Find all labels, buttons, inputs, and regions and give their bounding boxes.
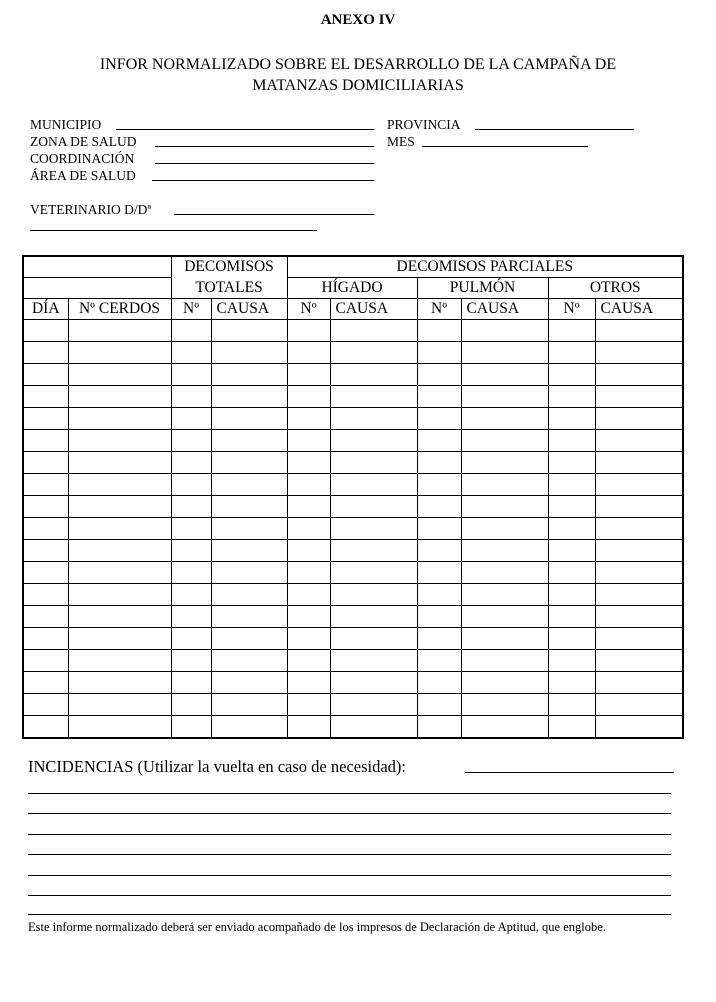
table-cell[interactable] [23,430,68,452]
table-cell[interactable] [171,496,211,518]
table-cell[interactable] [211,540,287,562]
table-cell[interactable] [23,716,68,739]
table-cell[interactable] [461,496,548,518]
table-cell[interactable] [595,628,683,650]
table-cell[interactable] [287,672,330,694]
decomisos-parciales-header: DECOMISOS PARCIALES [287,256,683,278]
pulmon-no-header: Nº [417,299,461,320]
table-cell[interactable] [171,584,211,606]
table-cell[interactable] [287,452,330,474]
incidencias-line-4[interactable] [28,834,671,835]
table-cell[interactable] [211,518,287,540]
table-cell[interactable] [68,386,171,408]
table-cell[interactable] [23,628,68,650]
table-cell[interactable] [417,584,461,606]
table-cell[interactable] [287,496,330,518]
table-cell[interactable] [330,694,417,716]
area-salud-label: ÁREA DE SALUD [30,168,136,183]
table-cell[interactable] [417,606,461,628]
table-cell[interactable] [68,430,171,452]
coordinacion-field[interactable] [155,163,374,164]
table-cell[interactable] [548,342,595,364]
table-cell[interactable] [330,606,417,628]
table-cell[interactable] [68,452,171,474]
totales-label: TOTALES [171,278,287,299]
area-salud-field[interactable] [152,180,374,181]
table-cell[interactable] [23,650,68,672]
table-cell[interactable] [548,716,595,739]
table-cell[interactable] [23,342,68,364]
pulmon-causa-header: CAUSA [461,299,548,320]
table-cell[interactable] [330,386,417,408]
incidencias-line-6[interactable] [28,875,671,876]
table-cell[interactable] [330,584,417,606]
table-cell[interactable] [330,430,417,452]
table-cell[interactable] [211,452,287,474]
table-cell[interactable] [68,650,171,672]
table-cell[interactable] [171,408,211,430]
table-cell[interactable] [417,496,461,518]
table-cell[interactable] [548,628,595,650]
table-cell[interactable] [330,496,417,518]
table-cell[interactable] [595,452,683,474]
table-cell[interactable] [461,540,548,562]
table-cell[interactable] [330,672,417,694]
table-cell[interactable] [23,320,68,342]
table-row [23,320,683,342]
table-cell[interactable] [548,320,595,342]
table-cell[interactable] [595,496,683,518]
header-empty-cell-2 [23,278,171,299]
table-cell[interactable] [417,408,461,430]
table-cell[interactable] [330,518,417,540]
table-cell[interactable] [211,628,287,650]
incidencias-line-8[interactable] [28,914,671,915]
table-cell[interactable] [548,364,595,386]
table-cell[interactable] [548,386,595,408]
table-cell[interactable] [330,562,417,584]
table-cell[interactable] [595,430,683,452]
annex-title: ANEXO IV [320,12,396,28]
table-cell[interactable] [68,364,171,386]
table-cell[interactable] [461,650,548,672]
table-cell[interactable] [287,474,330,496]
table-cell[interactable] [171,650,211,672]
form-title-line2: MATANZAS DOMICILIARIAS [252,77,464,94]
table-cell[interactable] [417,386,461,408]
table-row [23,496,683,518]
table-cell[interactable] [211,694,287,716]
table-row [23,672,683,694]
table-cell[interactable] [211,650,287,672]
table-row [23,606,683,628]
table-cell[interactable] [461,452,548,474]
table-cell[interactable] [287,364,330,386]
table-cell[interactable] [595,342,683,364]
table-cell[interactable] [461,320,548,342]
table-cell[interactable] [461,364,548,386]
table-cell[interactable] [595,716,683,739]
table-cell[interactable] [461,606,548,628]
table-cell[interactable] [68,672,171,694]
table-cell[interactable] [171,386,211,408]
veterinario-label: VETERINARIO D/Dª [30,202,152,217]
table-cell[interactable] [68,518,171,540]
table-cell[interactable] [68,320,171,342]
table-cell[interactable] [417,452,461,474]
incidencias-line-3[interactable] [28,813,671,814]
table-row [23,364,683,386]
table-cell[interactable] [171,518,211,540]
cerdos-header: Nº CERDOS [68,299,171,320]
incidencias-line-2[interactable] [28,793,671,794]
table-cell[interactable] [595,474,683,496]
table-cell[interactable] [595,386,683,408]
decomisos-label: DECOMISOS [171,256,287,278]
higado-causa-header: CAUSA [330,299,417,320]
table-cell[interactable] [595,408,683,430]
table-cell[interactable] [548,672,595,694]
dia-header: DÍA [23,299,68,320]
table-cell[interactable] [417,672,461,694]
table-cell[interactable] [595,694,683,716]
table-cell[interactable] [23,386,68,408]
table-cell[interactable] [417,628,461,650]
mes-label: MES [387,134,415,149]
table-cell[interactable] [548,452,595,474]
table-cell[interactable] [211,342,287,364]
table-cell[interactable] [211,606,287,628]
table-row [23,408,683,430]
table-cell[interactable] [461,562,548,584]
table-cell[interactable] [548,584,595,606]
table-cell[interactable] [23,452,68,474]
table-cell[interactable] [417,716,461,739]
table-cell[interactable] [595,320,683,342]
table-cell[interactable] [417,364,461,386]
table-cell[interactable] [211,584,287,606]
mes-field[interactable] [422,146,588,147]
coordinacion-label: COORDINACIÓN [30,151,135,166]
table-cell[interactable] [330,320,417,342]
table-cell[interactable] [68,540,171,562]
table-cell[interactable] [595,364,683,386]
table-cell[interactable] [548,694,595,716]
header-row-1 [23,256,683,278]
table-cell[interactable] [330,408,417,430]
table-cell[interactable] [595,518,683,540]
table-cell[interactable] [330,716,417,739]
table-row [23,562,683,584]
table-cell[interactable] [211,320,287,342]
table-cell[interactable] [211,716,287,739]
table-cell[interactable] [461,672,548,694]
header-row-3 [23,299,683,320]
table-cell[interactable] [461,694,548,716]
table-cell[interactable] [287,430,330,452]
table-cell[interactable] [171,672,211,694]
totales-causa-header: CAUSA [211,299,287,320]
table-cell[interactable] [211,386,287,408]
table-cell[interactable] [417,474,461,496]
table-cell[interactable] [417,562,461,584]
table-cell[interactable] [548,540,595,562]
table-cell[interactable] [68,342,171,364]
table-cell[interactable] [171,320,211,342]
table-cell[interactable] [330,628,417,650]
header-empty-cell [23,256,171,278]
table-row [23,518,683,540]
table-row [23,694,683,716]
provincia-field[interactable] [475,129,634,130]
table-cell[interactable] [211,672,287,694]
table-cell[interactable] [330,540,417,562]
table-cell[interactable] [287,694,330,716]
table-cell[interactable] [287,342,330,364]
table-cell[interactable] [595,584,683,606]
totales-no-header: Nº [171,299,211,320]
table-cell[interactable] [287,386,330,408]
pulmon-header: PULMÓN [417,278,548,299]
table-row [23,452,683,474]
incidencias-line-7[interactable] [28,895,671,896]
table-cell[interactable] [461,408,548,430]
table-cell[interactable] [330,452,417,474]
table-cell[interactable] [68,694,171,716]
table-cell[interactable] [595,672,683,694]
table-row [23,342,683,364]
higado-header: HÍGADO [287,278,417,299]
table-cell[interactable] [548,408,595,430]
table-cell[interactable] [171,540,211,562]
table-row [23,650,683,672]
incidencias-line-5[interactable] [28,854,671,855]
footer-note: Este informe normalizado deberá ser enviado acompañado de los impresos de Declaración de Aptitud, que englobe. [28,920,606,934]
table-cell[interactable] [68,584,171,606]
table-cell[interactable] [287,716,330,739]
table-row [23,474,683,496]
table-cell[interactable] [417,518,461,540]
table-cell[interactable] [68,562,171,584]
form-title-line1: INFOR NORMALIZADO SOBRE EL DESARROLLO DE LA CAMPAÑA DE [99,56,617,73]
table-cell[interactable] [287,408,330,430]
higado-no-header: Nº [287,299,330,320]
zona-salud-field[interactable] [155,146,374,147]
table-cell[interactable] [548,650,595,672]
table-cell[interactable] [595,562,683,584]
table-cell[interactable] [417,320,461,342]
table-cell[interactable] [211,562,287,584]
table-cell[interactable] [461,342,548,364]
table-cell[interactable] [211,364,287,386]
table-cell[interactable] [23,540,68,562]
table-row [23,540,683,562]
table-cell[interactable] [461,518,548,540]
table-cell[interactable] [461,716,548,739]
table-cell[interactable] [23,562,68,584]
table-cell[interactable] [330,650,417,672]
otros-no-header: Nº [548,299,595,320]
table-cell[interactable] [595,606,683,628]
otros-header: OTROS [548,278,683,299]
table-cell[interactable] [23,364,68,386]
table-row [23,628,683,650]
table-cell[interactable] [171,562,211,584]
table-cell[interactable] [330,474,417,496]
table-cell[interactable] [461,474,548,496]
table-cell[interactable] [171,364,211,386]
provincia-label: PROVINCIA [387,117,461,132]
table-cell[interactable] [23,496,68,518]
table-cell[interactable] [68,408,171,430]
table-cell[interactable] [211,408,287,430]
table-row [23,716,683,739]
table-cell[interactable] [417,650,461,672]
table-cell[interactable] [595,540,683,562]
table-cell[interactable] [461,386,548,408]
table-cell[interactable] [23,694,68,716]
table-cell[interactable] [287,562,330,584]
table-cell[interactable] [171,430,211,452]
table-cell[interactable] [548,496,595,518]
table-cell[interactable] [548,518,595,540]
table-cell[interactable] [548,606,595,628]
table-row [23,430,683,452]
table-cell[interactable] [287,628,330,650]
table-cell[interactable] [23,606,68,628]
table-cell[interactable] [287,650,330,672]
table-cell[interactable] [548,474,595,496]
table-cell[interactable] [211,496,287,518]
table-row [23,584,683,606]
table-cell[interactable] [171,474,211,496]
table-cell[interactable] [211,474,287,496]
municipio-field[interactable] [116,129,374,130]
table-cell[interactable] [23,584,68,606]
header-row-2 [23,278,683,299]
veterinario-field[interactable] [174,214,374,215]
table-cell[interactable] [211,430,287,452]
table-cell[interactable] [23,672,68,694]
table-cell[interactable] [548,430,595,452]
table-cell[interactable] [417,694,461,716]
table-cell[interactable] [417,430,461,452]
table-cell[interactable] [287,540,330,562]
table-cell[interactable] [287,320,330,342]
table-cell[interactable] [171,342,211,364]
table-cell[interactable] [171,606,211,628]
table-cell[interactable] [171,452,211,474]
zona-salud-label: ZONA DE SALUD [30,134,137,149]
table-cell[interactable] [171,716,211,739]
table-cell[interactable] [23,474,68,496]
table-cell[interactable] [171,694,211,716]
table-cell[interactable] [330,364,417,386]
table-cell[interactable] [171,628,211,650]
table-cell[interactable] [287,606,330,628]
table-cell[interactable] [417,540,461,562]
table-cell[interactable] [461,628,548,650]
table-cell[interactable] [23,408,68,430]
table-row [23,386,683,408]
incidencias-line-1[interactable] [465,772,674,773]
otros-causa-header: CAUSA [595,299,683,320]
incidencias-label: INCIDENCIAS (Utilizar la vuelta en caso de necesidad): [28,757,406,776]
table-cell[interactable] [68,716,171,739]
table-body [23,320,683,739]
municipio-label: MUNICIPIO [30,117,102,132]
table-cell[interactable] [287,518,330,540]
table-cell[interactable] [68,628,171,650]
table-cell[interactable] [548,562,595,584]
table-cell[interactable] [68,606,171,628]
table-cell[interactable] [23,518,68,540]
decomisos-table [22,255,684,739]
table-cell[interactable] [68,496,171,518]
table-cell[interactable] [461,584,548,606]
table-cell[interactable] [287,584,330,606]
veterinario-field-line2[interactable] [30,230,317,231]
table-cell[interactable] [417,342,461,364]
table-cell[interactable] [595,650,683,672]
table-cell[interactable] [461,430,548,452]
table-cell[interactable] [68,474,171,496]
table-cell[interactable] [330,342,417,364]
